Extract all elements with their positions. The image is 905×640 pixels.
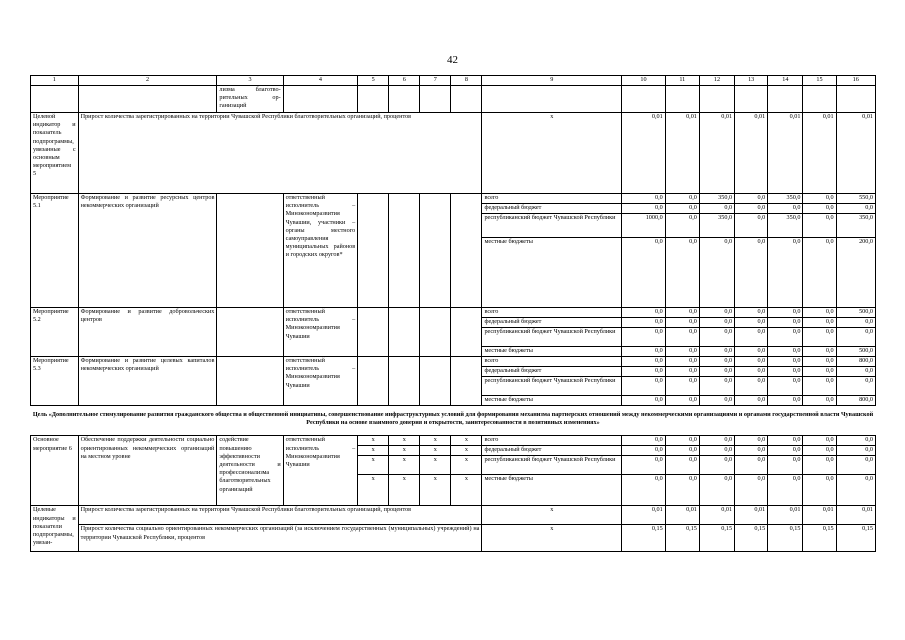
value-cell: 0,0 — [836, 328, 875, 347]
table-row — [31, 86, 876, 113]
value-cell: 0,0 — [665, 214, 699, 238]
value-cell: 0,0 — [803, 446, 836, 456]
x-mark: х — [358, 456, 389, 475]
value-cell: 0,01 — [622, 113, 665, 194]
measure-executor: ответственный исполнитель – Минэкономразвития Чувашии — [283, 436, 358, 506]
table-cell — [78, 86, 217, 113]
measure-text: Формирование и развитие добровольческих центров — [78, 308, 217, 357]
value-cell: 0,0 — [665, 446, 699, 456]
x-mark: х — [451, 446, 482, 456]
value-cell: 0,0 — [735, 238, 768, 308]
column-header: 9 — [482, 76, 622, 86]
table-row — [31, 357, 876, 367]
continued-text: лизма благотво-рительных ор-ганизаций — [217, 86, 283, 113]
measure-text: Формирование и развитие ресурсных центров некоммерческих организаций — [78, 194, 217, 308]
value-cell: 0,0 — [665, 347, 699, 357]
value-cell: 0,0 — [803, 214, 836, 238]
value-cell: 0,0 — [665, 194, 699, 204]
table-cell — [768, 86, 803, 113]
value-cell: 0,01 — [803, 113, 836, 194]
value-cell: 350,0 — [836, 214, 875, 238]
value-cell: 0,0 — [803, 308, 836, 318]
measure-text: Формирование и развитие целевых капиталов некоммерческих организаций — [78, 357, 217, 406]
indicator-text: Прирост количества зарегистрированных на территории Чувашской Республики благотворительных организаций, процентов — [78, 506, 482, 525]
value-cell: 0,0 — [622, 328, 665, 347]
x-mark: х — [389, 436, 420, 446]
value-cell: 0,01 — [768, 506, 803, 525]
value-cell: 0,0 — [735, 308, 768, 318]
x-mark: х — [358, 475, 389, 506]
value-cell: 0,0 — [803, 436, 836, 446]
value-cell: 0,0 — [735, 194, 768, 204]
value-cell: 0,0 — [735, 475, 768, 506]
value-cell: 0,0 — [665, 357, 699, 367]
value-cell: 0,0 — [735, 204, 768, 214]
value-cell: 0,0 — [803, 475, 836, 506]
value-cell: 0,01 — [768, 113, 803, 194]
value-cell: 0,0 — [836, 475, 875, 506]
funding-source: республиканский бюджет Чувашской Республики — [482, 328, 622, 347]
x-mark: х — [358, 436, 389, 446]
value-cell: 0,0 — [836, 204, 875, 214]
indicator-text: Прирост количества зарегистрированных на территории Чувашской Республики благотворительных организаций, процентов — [78, 113, 482, 194]
value-cell: 0,0 — [836, 436, 875, 446]
value-cell: 800,0 — [836, 357, 875, 367]
value-cell: 0,15 — [699, 525, 734, 552]
value-cell: 0,01 — [836, 506, 875, 525]
value-cell: 0,0 — [735, 318, 768, 328]
table-cell — [803, 86, 836, 113]
table-cell — [389, 194, 420, 308]
measure-label: Мероприятие 5.3 — [31, 357, 79, 406]
table-cell — [389, 308, 420, 357]
measure-executor: ответственный исполнитель – Минэкономразвития Чувашии — [283, 357, 358, 406]
value-cell: 0,01 — [699, 113, 734, 194]
value-cell: 0,0 — [665, 377, 699, 396]
value-cell: 0,15 — [622, 525, 665, 552]
column-header: 8 — [451, 76, 482, 86]
value-cell: 0,0 — [768, 328, 803, 347]
value-cell: 0,0 — [622, 238, 665, 308]
funding-source: республиканский бюджет Чувашской Республики — [482, 377, 622, 396]
column-header: 10 — [622, 76, 665, 86]
value-cell: 350,0 — [699, 194, 734, 204]
value-cell: 0,15 — [735, 525, 768, 552]
funding-source: федеральный бюджет — [482, 446, 622, 456]
value-cell: 0,0 — [803, 357, 836, 367]
funding-source: всего — [482, 308, 622, 318]
value-cell: 0,0 — [622, 357, 665, 367]
value-cell: 0,0 — [622, 318, 665, 328]
column-header: 14 — [768, 76, 803, 86]
funding-source: федеральный бюджет — [482, 367, 622, 377]
x-mark: х — [451, 436, 482, 446]
value-cell: 0,0 — [735, 456, 768, 475]
table-cell — [358, 86, 389, 113]
value-cell: 0,0 — [622, 308, 665, 318]
value-cell: 0,01 — [735, 506, 768, 525]
value-cell: 0,0 — [699, 238, 734, 308]
goal-row — [31, 406, 876, 436]
value-cell: 0,0 — [699, 367, 734, 377]
value-cell: 0,0 — [665, 204, 699, 214]
value-cell: 0,0 — [699, 456, 734, 475]
value-cell: 200,0 — [836, 238, 875, 308]
value-cell: 0,0 — [665, 456, 699, 475]
funding-source: местные бюджеты — [482, 475, 622, 506]
column-header: 2 — [78, 76, 217, 86]
value-cell: 0,0 — [699, 318, 734, 328]
table-cell — [451, 308, 482, 357]
value-cell: 0,01 — [836, 113, 875, 194]
value-cell: 0,0 — [836, 456, 875, 475]
value-cell: 0,0 — [768, 367, 803, 377]
table-cell — [482, 86, 622, 113]
table-cell — [389, 357, 420, 406]
x-mark: х — [482, 113, 622, 194]
value-cell: 0,0 — [699, 308, 734, 318]
value-cell: 0,0 — [803, 238, 836, 308]
value-cell: 0,0 — [768, 377, 803, 396]
funding-source: республиканский бюджет Чувашской Республики — [482, 214, 622, 238]
value-cell: 0,0 — [768, 238, 803, 308]
value-cell: 0,01 — [803, 506, 836, 525]
value-cell: 0,0 — [665, 238, 699, 308]
funding-source: всего — [482, 194, 622, 204]
value-cell: 0,0 — [836, 367, 875, 377]
table-cell — [358, 194, 389, 308]
value-cell: 0,0 — [803, 328, 836, 347]
x-mark: х — [451, 456, 482, 475]
column-header: 1 — [31, 76, 79, 86]
value-cell: 0,0 — [768, 396, 803, 406]
value-cell: 0,0 — [768, 436, 803, 446]
value-cell: 0,0 — [803, 456, 836, 475]
table-cell — [31, 86, 79, 113]
table-cell — [420, 86, 451, 113]
value-cell: 0,0 — [768, 357, 803, 367]
value-cell: 0,0 — [768, 318, 803, 328]
funding-source: республиканский бюджет Чувашской Республики — [482, 456, 622, 475]
value-cell: 500,0 — [836, 308, 875, 318]
x-mark: х — [358, 446, 389, 456]
table-cell — [451, 357, 482, 406]
value-cell: 350,0 — [768, 214, 803, 238]
funding-source: местные бюджеты — [482, 347, 622, 357]
value-cell: 350,0 — [699, 214, 734, 238]
value-cell: 0,0 — [768, 204, 803, 214]
value-cell: 0,0 — [699, 347, 734, 357]
column-header: 12 — [699, 76, 734, 86]
value-cell: 0,01 — [665, 506, 699, 525]
x-mark: х — [482, 506, 622, 525]
value-cell: 0,0 — [735, 396, 768, 406]
value-cell: 0,0 — [735, 377, 768, 396]
x-mark: х — [420, 456, 451, 475]
column-header: 3 — [217, 76, 283, 86]
table-cell — [699, 86, 734, 113]
value-cell: 0,0 — [836, 446, 875, 456]
value-cell: 0,0 — [622, 456, 665, 475]
value-cell: 0,0 — [699, 328, 734, 347]
value-cell: 0,0 — [836, 318, 875, 328]
value-cell: 0,15 — [803, 525, 836, 552]
table-cell — [735, 86, 768, 113]
expected-result: содействие повышению эффективности деятельности и профессионализма благотворительных организаций — [217, 436, 283, 506]
value-cell: 0,0 — [699, 204, 734, 214]
table-row — [31, 506, 876, 525]
value-cell: 0,0 — [699, 377, 734, 396]
value-cell: 0,0 — [836, 377, 875, 396]
value-cell: 0,15 — [768, 525, 803, 552]
value-cell: 0,0 — [699, 357, 734, 367]
value-cell: 0,0 — [622, 475, 665, 506]
table-row — [31, 113, 876, 194]
value-cell: 550,0 — [836, 194, 875, 204]
column-header: 11 — [665, 76, 699, 86]
column-header: 5 — [358, 76, 389, 86]
value-cell: 0,0 — [768, 475, 803, 506]
table-cell — [451, 86, 482, 113]
value-cell: 0,0 — [665, 436, 699, 446]
page-number: 42 — [447, 54, 458, 66]
value-cell: 0,01 — [622, 506, 665, 525]
value-cell: 0,0 — [699, 436, 734, 446]
x-mark: х — [420, 436, 451, 446]
value-cell: 0,0 — [622, 446, 665, 456]
value-cell: 0,15 — [665, 525, 699, 552]
measure-executor: ответственный исполнитель – Минэкономразвития Чувашии — [283, 308, 358, 357]
value-cell: 0,0 — [803, 367, 836, 377]
x-mark: х — [389, 456, 420, 475]
value-cell: 0,0 — [803, 194, 836, 204]
measure-label: Мероприятие 5.1 — [31, 194, 79, 308]
value-cell: 0,0 — [699, 446, 734, 456]
value-cell: 0,0 — [803, 396, 836, 406]
value-cell: 800,0 — [836, 396, 875, 406]
value-cell: 0,0 — [665, 328, 699, 347]
value-cell: 0,0 — [735, 214, 768, 238]
value-cell: 0,0 — [735, 328, 768, 347]
measure-label: Мероприятие 5.2 — [31, 308, 79, 357]
value-cell: 0,0 — [768, 456, 803, 475]
value-cell: 0,0 — [665, 396, 699, 406]
table-cell — [420, 357, 451, 406]
value-cell: 0,0 — [735, 446, 768, 456]
value-cell: 0,0 — [622, 204, 665, 214]
value-cell: 0,0 — [622, 347, 665, 357]
x-mark: х — [482, 525, 622, 552]
value-cell: 500,0 — [836, 347, 875, 357]
column-header: 4 — [283, 76, 358, 86]
table-cell — [451, 194, 482, 308]
table-cell — [420, 308, 451, 357]
funding-source: местные бюджеты — [482, 238, 622, 308]
value-cell: 0,15 — [836, 525, 875, 552]
value-cell: 0,0 — [665, 475, 699, 506]
value-cell: 0,0 — [735, 367, 768, 377]
indicator-label: Целевые индикаторы и показатели подпрограммы, увязан- — [31, 506, 79, 552]
table-cell — [217, 357, 283, 406]
value-cell: 0,0 — [803, 318, 836, 328]
table-row — [31, 525, 876, 552]
value-cell: 350,0 — [768, 194, 803, 204]
table-cell — [420, 194, 451, 308]
value-cell: 0,0 — [803, 377, 836, 396]
column-header: 7 — [420, 76, 451, 86]
funding-source: всего — [482, 436, 622, 446]
table-cell — [217, 308, 283, 357]
funding-source: всего — [482, 357, 622, 367]
value-cell: 0,0 — [768, 308, 803, 318]
indicator-label: Целевой индикатор и показатель подпрограммы, увязанные с основным мероприятием 5 — [31, 113, 79, 194]
column-header: 15 — [803, 76, 836, 86]
value-cell: 0,0 — [665, 318, 699, 328]
value-cell: 0,01 — [735, 113, 768, 194]
measure-label: Основное мероприятие 6 — [31, 436, 79, 506]
value-cell: 0,0 — [665, 308, 699, 318]
program-table — [30, 75, 876, 552]
value-cell: 0,0 — [699, 475, 734, 506]
table-cell — [622, 86, 665, 113]
value-cell: 0,01 — [699, 506, 734, 525]
value-cell: 0,0 — [622, 377, 665, 396]
value-cell: 0,0 — [768, 347, 803, 357]
value-cell: 0,0 — [699, 396, 734, 406]
value-cell: 0,0 — [735, 436, 768, 446]
indicator-text: Прирост количества социально ориентированных некоммерческих организаций (за исключением государственных (муниципальных) учреждений) на территории Чувашской Республики, процентов — [78, 525, 482, 552]
x-mark: х — [420, 475, 451, 506]
funding-source: федеральный бюджет — [482, 204, 622, 214]
table-cell — [836, 86, 875, 113]
value-cell: 0,0 — [622, 194, 665, 204]
funding-source: федеральный бюджет — [482, 318, 622, 328]
table-cell — [358, 308, 389, 357]
value-cell: 0,0 — [735, 357, 768, 367]
value-cell: 0,0 — [768, 446, 803, 456]
table-row — [31, 436, 876, 446]
header-row — [31, 76, 876, 86]
x-mark: х — [389, 475, 420, 506]
column-header: 6 — [389, 76, 420, 86]
table-cell — [217, 194, 283, 308]
x-mark: х — [451, 475, 482, 506]
measure-executor: ответственный исполнитель – Минэкономразвития Чувашии, участники – органы местного самоуправления муниципальных районов и городских округов* — [283, 194, 358, 308]
table-row — [31, 308, 876, 318]
value-cell: 0,0 — [735, 347, 768, 357]
value-cell: 0,0 — [803, 204, 836, 214]
value-cell: 0,01 — [665, 113, 699, 194]
table-row — [31, 194, 876, 204]
x-mark: х — [420, 446, 451, 456]
value-cell: 0,0 — [622, 396, 665, 406]
goal-heading: Цель «Дополнительное стимулирование развития гражданского общества и общественной инициативы, совершенствование инфраструктурных условий для формирования механизма партнерских отношений между некоммерческими организациями и органами государственной власти Чувашской Республики на основе взаимного доверия и открытости, заинтересованности в позитивных изменениях» — [32, 411, 874, 427]
x-mark: х — [389, 446, 420, 456]
measure-text: Обеспечение поддержки деятельности социально ориентированных некоммерческих организаций на местном уровне — [78, 436, 217, 506]
funding-source: местные бюджеты — [482, 396, 622, 406]
table-cell — [389, 86, 420, 113]
value-cell: 0,0 — [665, 367, 699, 377]
value-cell: 1000,0 — [622, 214, 665, 238]
table-cell — [665, 86, 699, 113]
value-cell: 0,0 — [622, 436, 665, 446]
value-cell: 0,0 — [622, 367, 665, 377]
column-header: 16 — [836, 76, 875, 86]
value-cell: 0,0 — [803, 347, 836, 357]
column-header: 13 — [735, 76, 768, 86]
table-cell — [283, 86, 358, 113]
table-cell — [358, 357, 389, 406]
